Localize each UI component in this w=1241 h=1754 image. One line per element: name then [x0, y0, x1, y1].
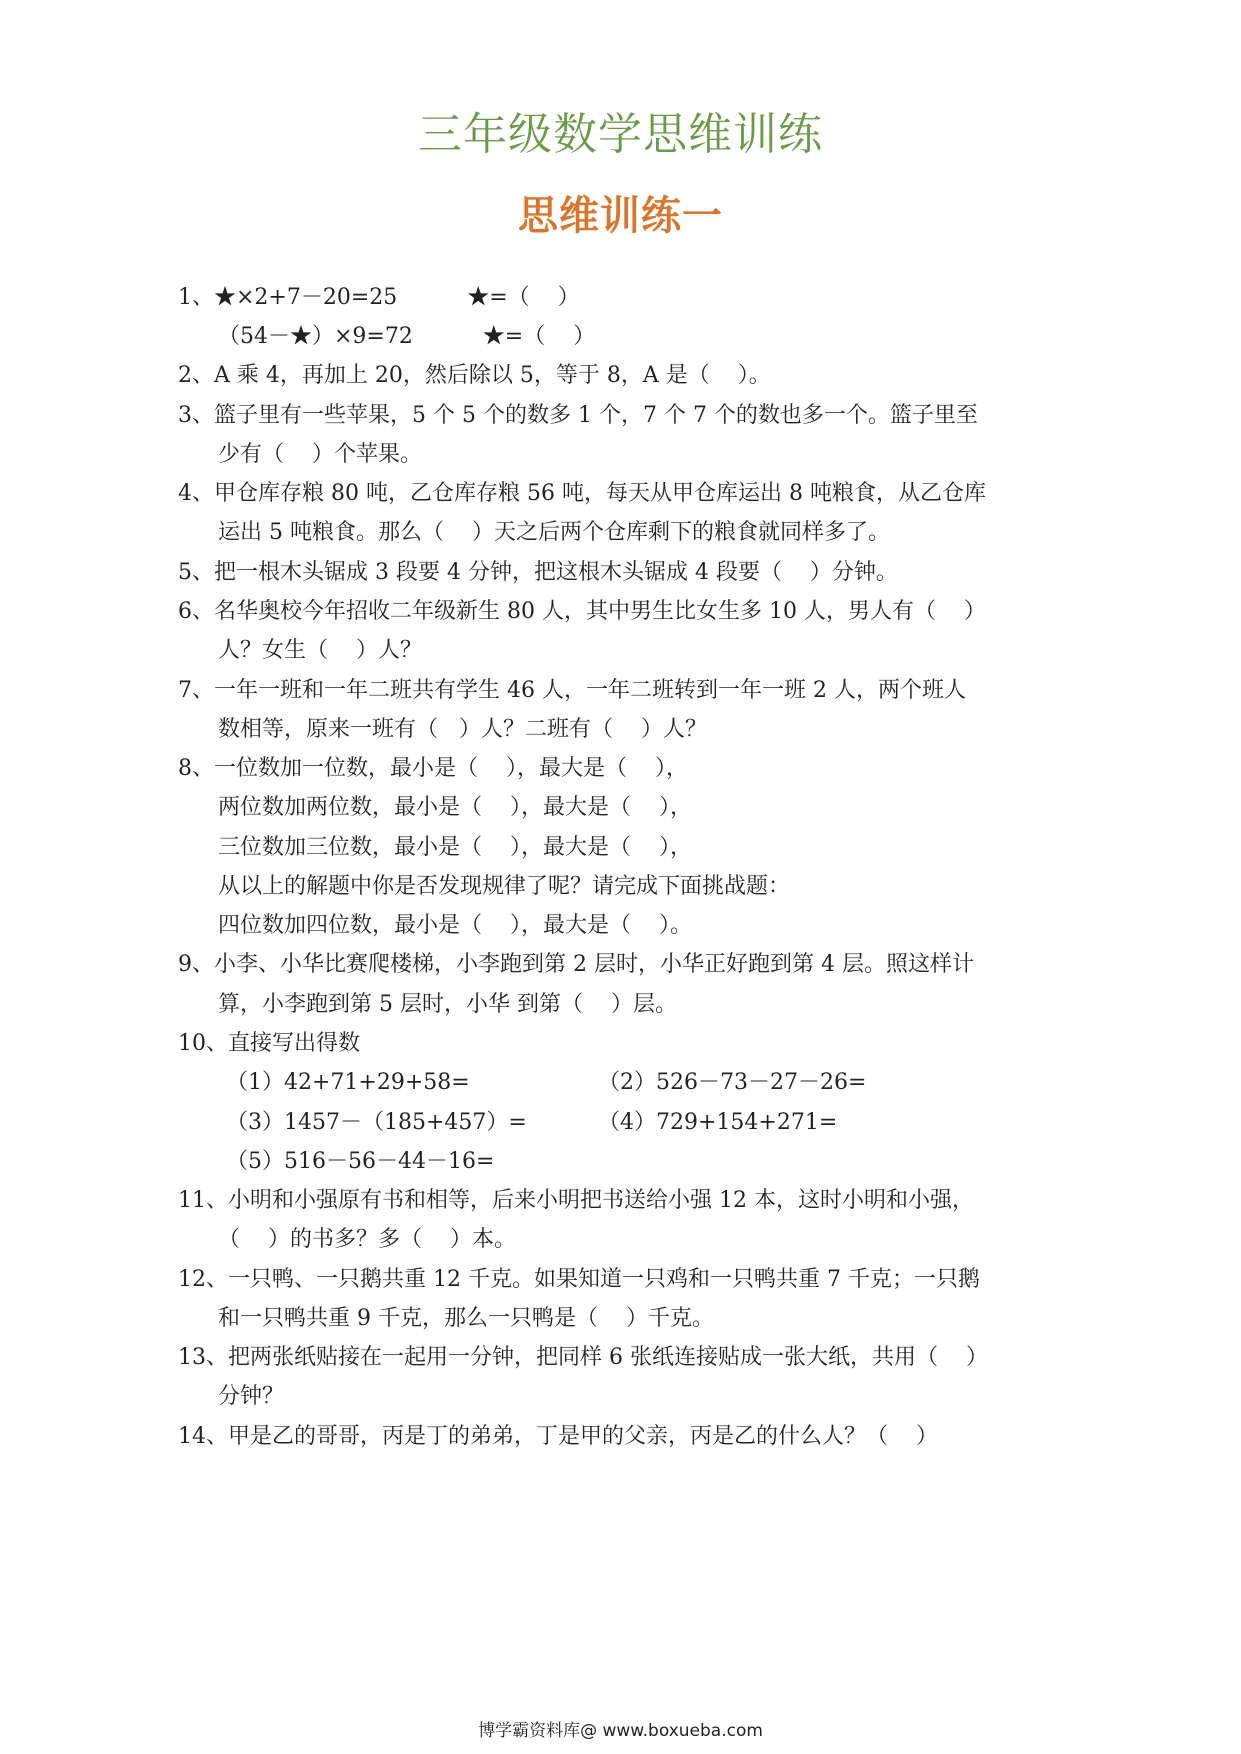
- question-5: 5、把一根木头锯成 3 段要 4 分钟，把这根木头锯成 4 段要（ ）分钟。: [178, 560, 898, 585]
- question-11-line-1: 11、小明和小强原有书和相等，后来小明把书送给小强 12 本，这时小明和小强，: [178, 1188, 974, 1213]
- page-title: 三年级数学思维训练: [418, 109, 823, 160]
- question-14: 14、甲是乙的哥哥，丙是丁的弟弟，丁是甲的父亲，丙是乙的什么人？（ ）: [178, 1424, 938, 1449]
- question-7-line-1: 7、一年一班和一年二班共有学生 46 人，一年二班转到一年一班 2 人，两个班人: [178, 678, 966, 703]
- question-10-item-3: （3）1457－（185+457）=: [226, 1110, 527, 1135]
- question-9-line-2: 算，小李跑到第 5 层时，小华 到第（ ）层。: [218, 992, 677, 1017]
- question-12-line-1: 12、一只鸭、一只鹅共重 12 千克。如果知道一只鸡和一只鸭共重 7 千克；一只鹅: [178, 1267, 980, 1292]
- question-10-item-4: （4）729+154+271=: [598, 1110, 838, 1135]
- question-1-line-1: 1、★×2+7－20=25 ★=（ ）: [178, 285, 580, 310]
- question-3-line-1: 3、篮子里有一些苹果，5 个 5 个的数多 1 个，7 个 7 个的数也多一个。篮子里至: [178, 403, 978, 428]
- page-subtitle: 思维训练一: [518, 193, 723, 239]
- question-10-item-1: （1）42+71+29+58=: [226, 1070, 470, 1095]
- question-7-line-2: 数相等，原来一班有（ ）人？二班有（ ）人？: [218, 717, 707, 742]
- footer-watermark: 博学霸资料库@ www.boxueba.com: [478, 1721, 763, 1741]
- question-10-item-5: （5）516－56－44－16=: [226, 1149, 495, 1174]
- question-2: 2、A 乘 4，再加上 20，然后除以 5，等于 8，A 是（ ）。: [178, 363, 771, 388]
- question-6-line-2: 人？女生（ ）人？: [218, 638, 422, 663]
- question-8-line-2: 两位数加两位数，最小是（ ），最大是（ ），: [218, 795, 692, 820]
- question-4-line-2: 运出 5 吨粮食。那么（ ）天之后两个仓库剩下的粮食就同样多了。: [218, 520, 890, 545]
- question-10-item-2: （2）526－73－27－26=: [598, 1070, 867, 1095]
- question-8-line-3: 三位数加三位数，最小是（ ），最大是（ ），: [218, 835, 692, 860]
- question-6-line-1: 6、名华奥校今年招收二年级新生 80 人，其中男生比女生多 10 人，男人有（ ）: [178, 599, 986, 624]
- question-4-line-1: 4、甲仓库存粮 80 吨，乙仓库存粮 56 吨，每天从甲仓库运出 8 吨粮食，从乙仓库: [178, 481, 986, 506]
- question-12-line-2: 和一只鸭共重 9 千克，那么一只鸭是（ ）千克。: [218, 1306, 714, 1331]
- question-9-line-1: 9、小李、小华比赛爬楼梯，小李跑到第 2 层时，小华正好跑到第 4 层。照这样计: [178, 952, 974, 977]
- question-13-line-1: 13、把两张纸贴接在一起用一分钟，把同样 6 张纸连接贴成一张大纸，共用（ ）: [178, 1345, 988, 1370]
- question-8-line-4: 从以上的解题中你是否发现规律了呢？请完成下面挑战题：: [218, 874, 791, 899]
- question-8-line-5: 四位数加四位数，最小是（ ），最大是（ ）。: [218, 913, 692, 938]
- question-10: 10、直接写出得数: [178, 1031, 360, 1056]
- question-11-line-2: （ ）的书多？多（ ）本。: [218, 1227, 516, 1252]
- question-13-line-2: 分钟？: [218, 1384, 285, 1409]
- question-8-line-1: 8、一位数加一位数，最小是（ ），最大是（ ），: [178, 756, 688, 781]
- question-3-line-2: 少有（ ）个苹果。: [218, 442, 422, 467]
- question-1-line-2: （54－★）×9=72 ★=（ ）: [218, 324, 596, 349]
